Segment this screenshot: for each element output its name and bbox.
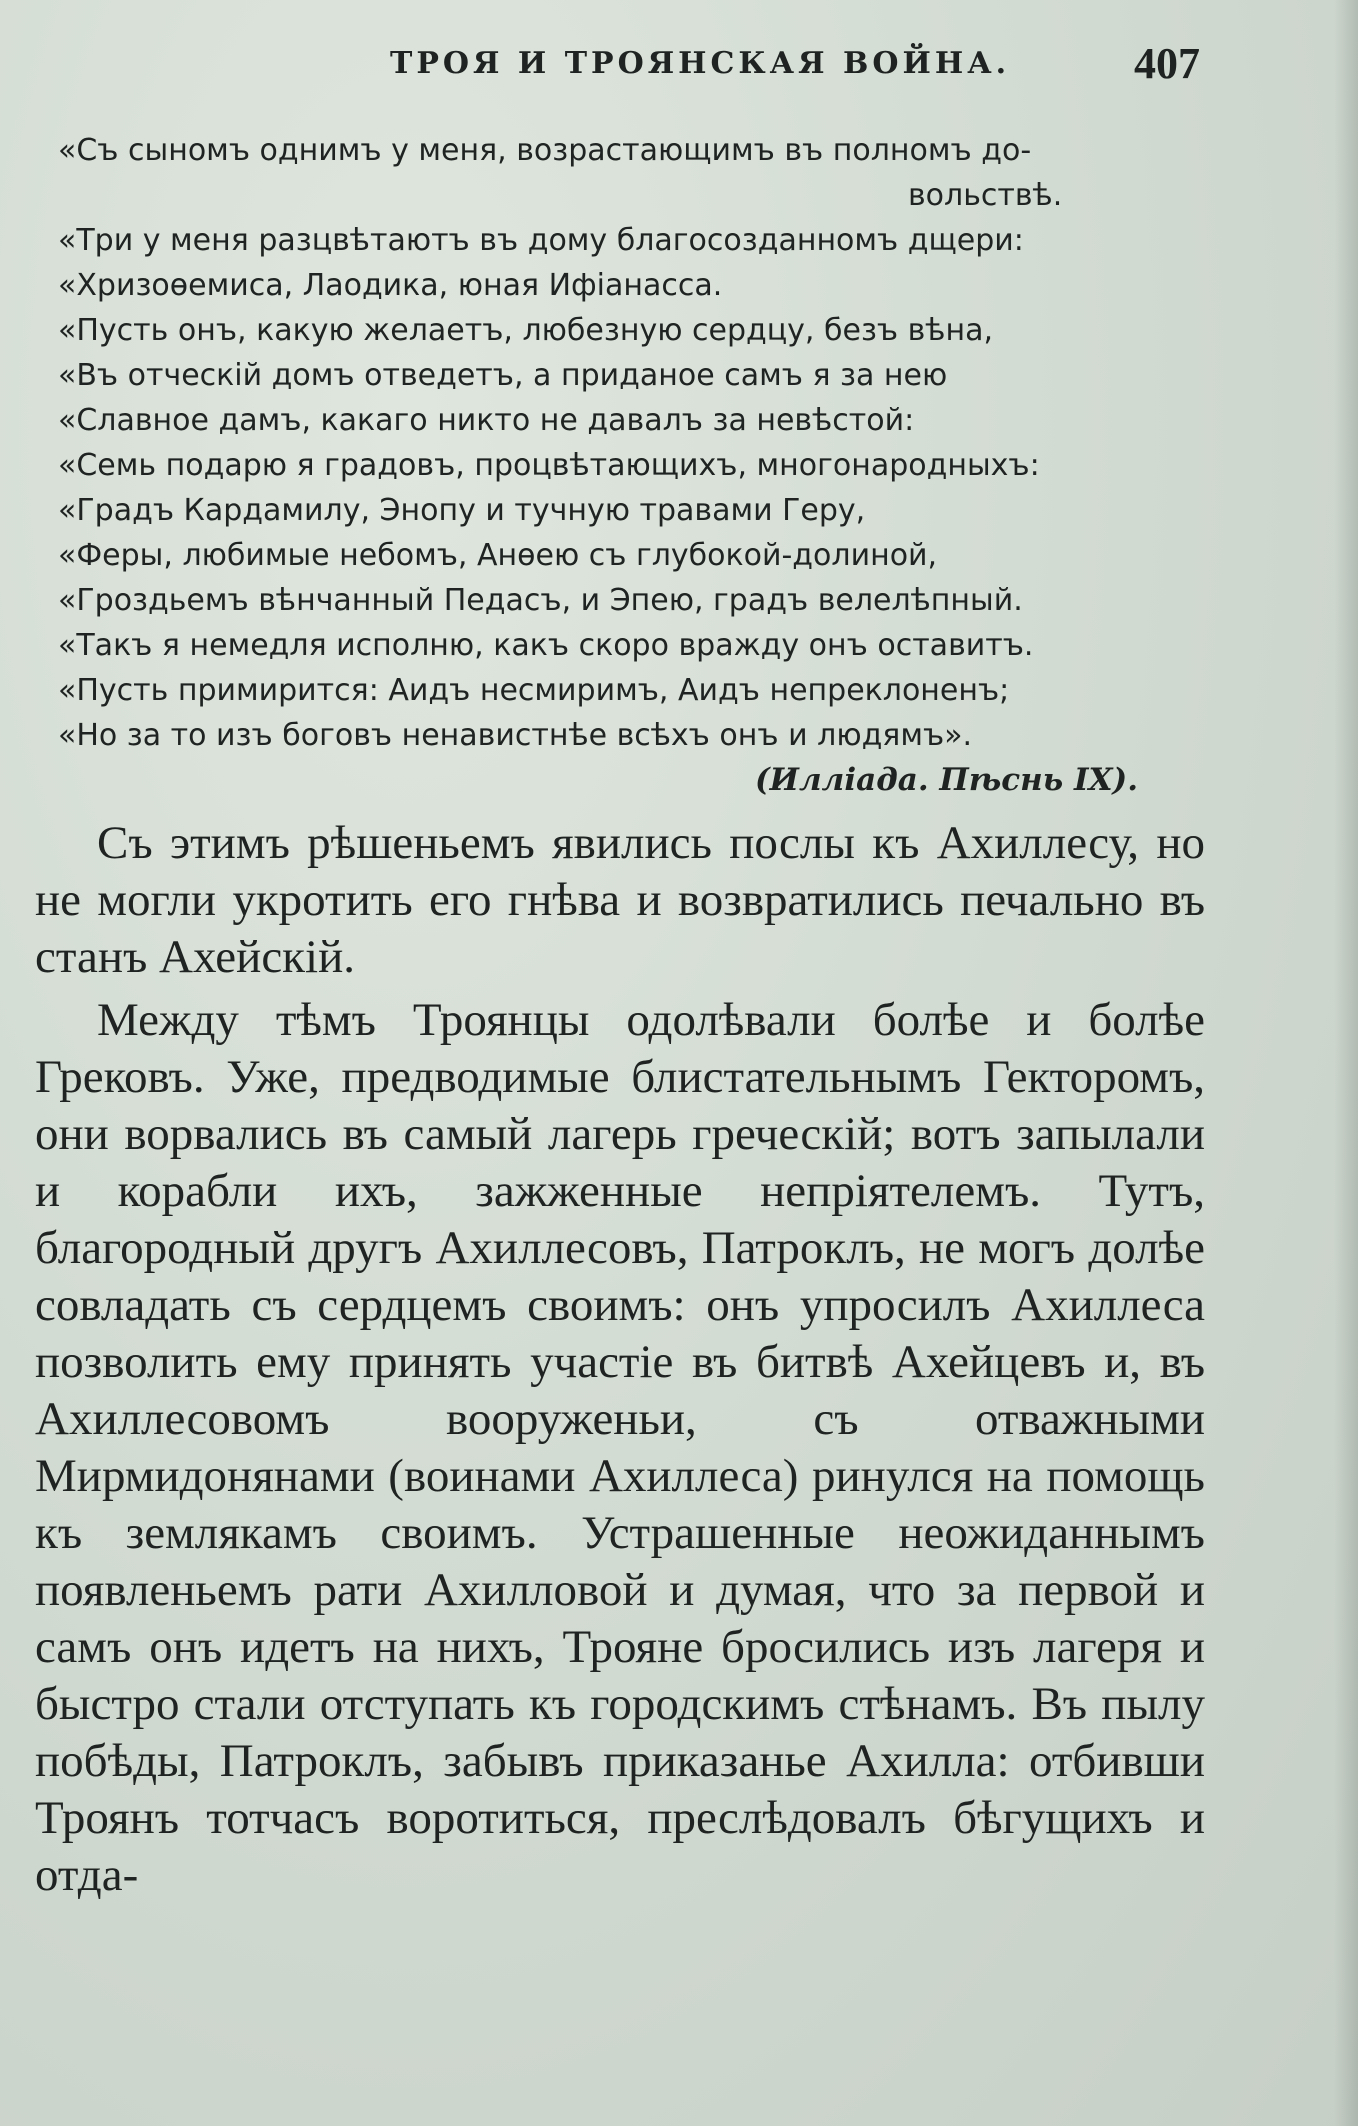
verse-line: «Три у меня разцвѣтаютъ въ дому благосозданномъ дщери: [58,223,1024,258]
verse-line: «Въ отческій домъ отведетъ, а приданое самъ я за нею [58,358,948,393]
page-edge-shadow [1334,0,1358,2126]
verse-line: «Но за то изъ боговъ ненавистнѣе всѣхъ онъ и людямъ». [58,718,973,753]
verse-line: «Гроздьемъ вѣнчанный Педасъ, и Эпею, градъ велелѣпный. [58,583,1023,618]
verse-line: «Пусть примирится: Аидъ несмиримъ, Аидъ непреклоненъ; [58,673,1010,708]
running-head: ТРОЯ И ТРОЯНСКАЯ ВОЙНА. [390,46,1011,81]
page-header [70,38,1200,98]
verse-line: «Пусть онъ, какую желаетъ, любезную сердцу, безъ вѣна, [58,313,993,348]
verse-line: «Славное дамъ, какаго никто не давалъ за невѣстой: [58,403,915,438]
paragraph: Съ этимъ рѣшеньемъ явились послы къ Ахиллесу, но не могли укротить его гнѣва и возвратились печально въ станъ Ахейскій. [35,817,1205,983]
verse-line: «Хризоѳемиса, Лаодика, юная Ифіанасса. [58,268,723,303]
verse-quotation [58,128,1168,803]
verse-line: «Такъ я немедля исполню, какъ скоро вражду онъ оставитъ. [58,628,1034,663]
verse-citation: (Илліада. Пѣснь IX). [755,762,1138,798]
page-number: 407 [1134,39,1200,88]
paragraph: Между тѣмъ Троянцы одолѣвали болѣе и болѣе Грековъ. Уже, предводимые блистательнымъ Гекторомъ, они ворвались въ самый лагерь греческій; вотъ запылали и корабли ихъ, зажженные непріятелемъ. Тутъ, благородный другъ Ахиллесовъ, Патроклъ, не могъ долѣе совладать съ сердцемъ своимъ: онъ упросилъ Ахиллеса позволить ему принять участіе въ битвѣ Ахейцевъ и, въ Ахиллесовомъ вооруженьи, съ отважными Мирмидонянами (воинами Ахиллеса) ринулся на помощь къ землякамъ своимъ. Устрашенные неожиданнымъ появленьемъ рати Ахилловой и думая, что за первой и самъ онъ идетъ на нихъ, Трояне бросились изъ лагеря и быстро стали отступать къ городскимъ стѣнамъ. Въ пылу побѣды, Патроклъ, забывъ приказанье Ахилла: отбивши Троянъ тотчасъ воротиться, преслѣдовалъ бѣгущихъ и отда- [35,994,1205,1901]
verse-line: «Градъ Кардамилу, Энопу и тучную травами Геру, [58,493,866,528]
body-text [35,815,1205,1904]
verse-line: «Семь подарю я градовъ, процвѣтающихъ, многонародныхъ: [58,448,1040,483]
verse-line: «Съ сыномъ однимъ у меня, возрастающимъ въ полномъ до- [58,133,1032,168]
verse-line-continuation: вольствѣ. [908,178,1063,213]
verse-line: «Феры, любимые небомъ, Анѳею съ глубокой-долиной, [58,538,938,573]
